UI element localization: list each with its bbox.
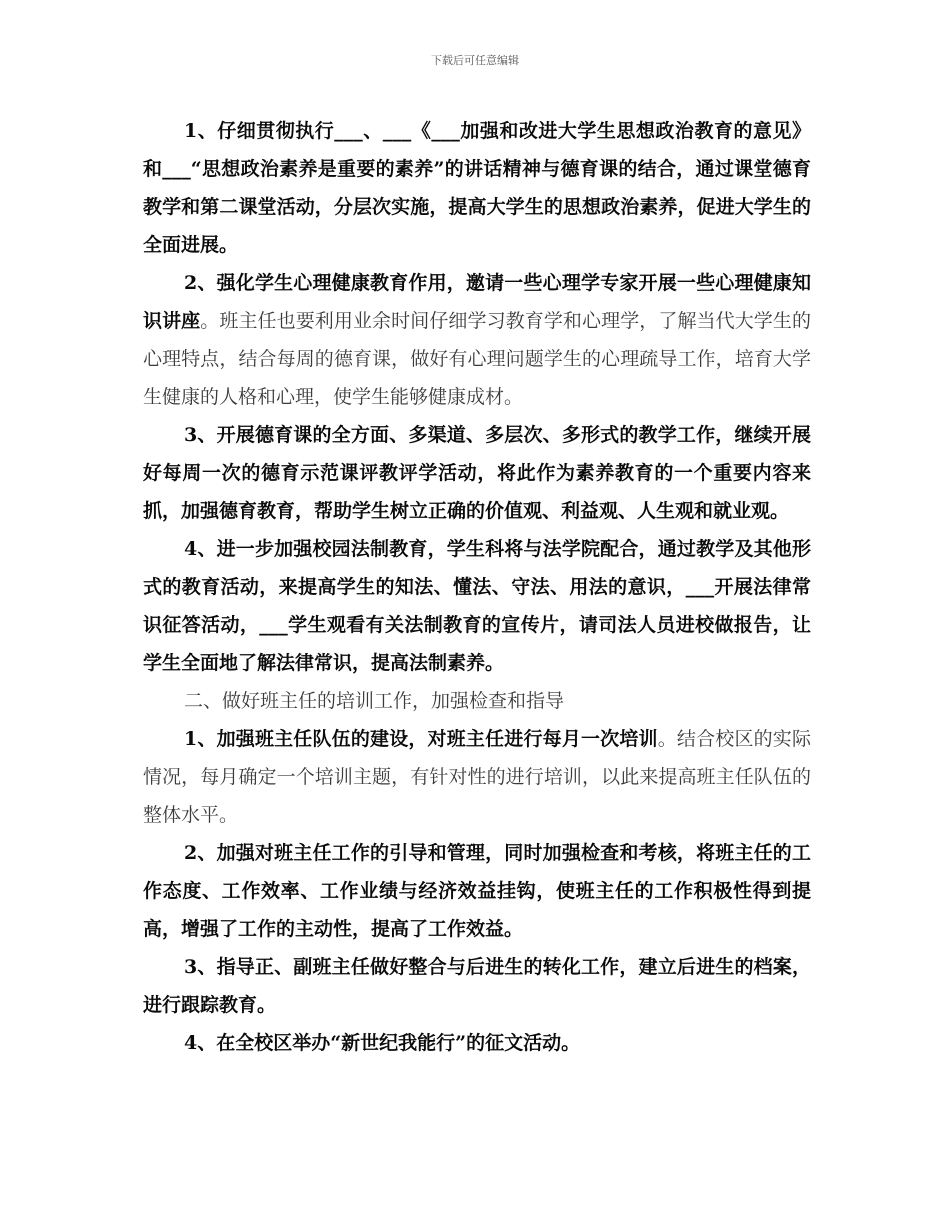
paragraph-8-bold: 3、指导正、副班主任做好整合与后进生的转化工作，建立后进生的档案，进行跟踪教育。 [143,956,811,1016]
paragraph-8 [143,948,811,1024]
paragraph-6 [143,720,811,834]
paragraph-9-bold: 4、在全校区举办“新世纪我能行”的征文活动。 [184,1032,581,1054]
paragraph-3 [143,416,811,530]
paragraph-6-bold: 1、加强班主任队伍的建设，对班主任进行每月一次培训 [184,728,658,750]
paragraph-4 [143,530,811,682]
paragraph-3-bold: 3、开展德育课的全方面、多渠道、多层次、多形式的教学工作，继续开展好每周一次的德育示范课评教评学活动，将此作为素养教育的一个重要内容来抓，加强德育教育，帮助学生树立正确的价值观、利益观、人生观和就业观。 [143,424,811,522]
paragraph-1-bold: 1、仔细贯彻执行___、___《___加强和改进大学生思想政治教育的意见》和___“思想政治素养是重要的素养”的讲话精神与德育课的结合，通过课堂德育教学和第二课堂活动，分层次实施，提高大学生的思想政治素养，促进大学生的全面进展。 [143,120,811,256]
paragraph-2-normal: 。班主任也要利用业余时间仔细学习教育学和心理学，了解当代大学生的心理特点，结合每周的德育课，做好有心理问题学生的心理疏导工作，培育大学生健康的人格和心理，使学生能够健康成材。 [143,310,811,408]
paragraph-4-bold: 4、进一步加强校园法制教育，学生科将与法学院配合，通过教学及其他形式的教育活动，来提高学生的知法、懂法、守法、用法的意识，___开展法律常识征答活动，___学生观看有关法制教育的宣传片，请司法人员进校做报告，让学生全面地了解法律常识，提高法制素养。 [143,538,811,674]
paragraph-2-bold: 2、强化学生心理健康教育作用，邀请一些心理学专家开展一些心理健康知识讲座 [143,272,811,332]
section-heading-text: 二、做好班主任的培训工作，加强检查和指导 [184,690,565,712]
paragraph-7 [143,834,811,948]
paragraph-2 [143,264,811,416]
page-header: 下载后可任意编辑 [431,54,519,67]
document-body [143,112,811,1062]
paragraph-1 [143,112,811,264]
paragraph-7-bold: 2、加强对班主任工作的引导和管理，同时加强检查和考核，将班主任的工作态度、工作效率、工作业绩与经济效益挂钩，使班主任的工作积极性得到提高，增强了工作的主动性，提高了工作效益。 [143,842,811,940]
section-heading [143,682,811,720]
paragraph-9 [143,1024,811,1062]
paragraph-6-normal: 。结合校区的实际情况，每月确定一个培训主题，有针对性的进行培训，以此来提高班主任队伍的整体水平。 [143,728,811,826]
